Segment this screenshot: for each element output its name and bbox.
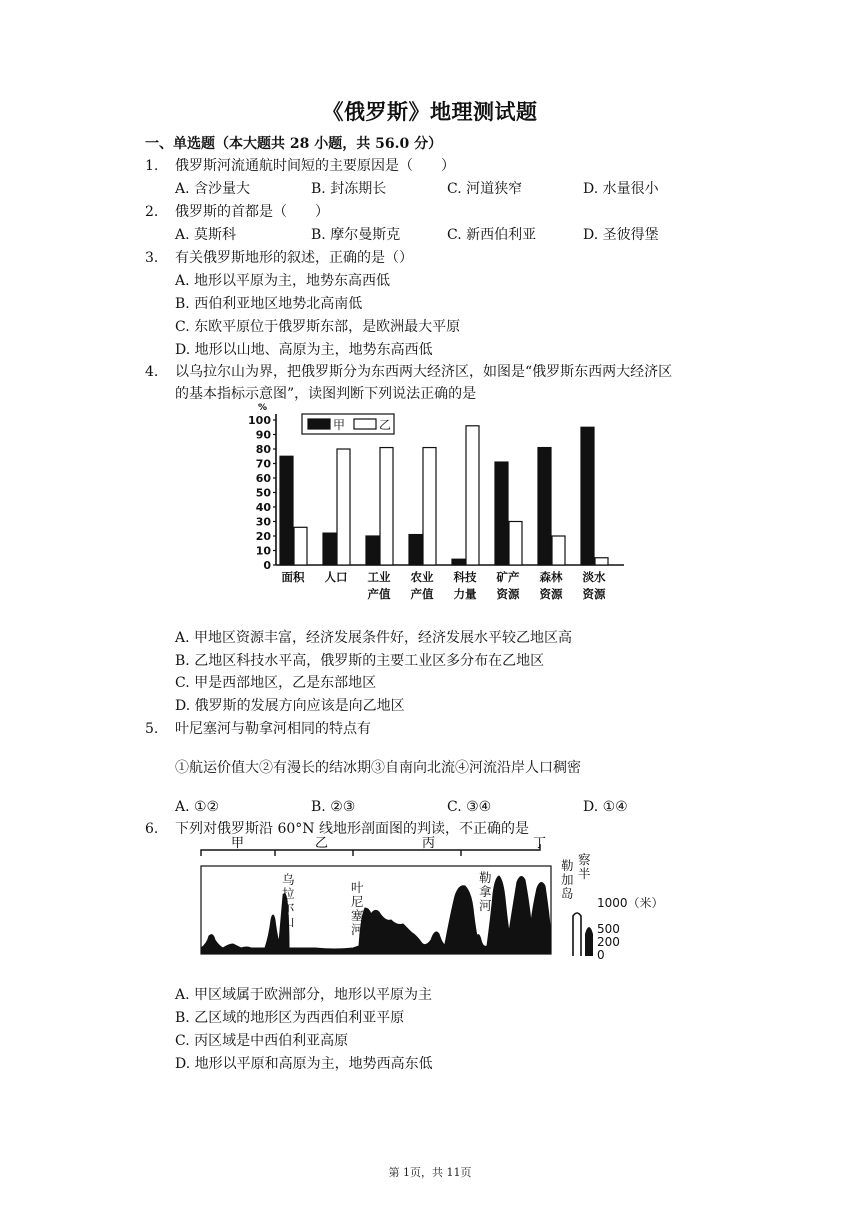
x-tick-label: 农业 (410, 570, 434, 584)
option-a: A. ①② (175, 799, 220, 815)
region-ding: 丁 (533, 836, 547, 851)
option-d: D. 地形以山地、高原为主，地势东高西低 (175, 342, 433, 358)
bar-chart (236, 398, 626, 610)
region-yi: 乙 (315, 836, 329, 851)
question-stem: 下列对俄罗斯沿 60°N 线地形剖面图的判读，不正确的是 (175, 821, 529, 837)
bar-jia (452, 559, 465, 565)
question-statements: ①航运价值大②有漫长的结冰期③自南向北流④河流沿岸人口稠密 (175, 760, 581, 776)
option-c: C. 丙区域是中西伯利亚高原 (175, 1033, 349, 1049)
y-tick-label: 0 (263, 559, 271, 572)
bar-yi (595, 558, 608, 565)
scale-500: 500 (597, 922, 620, 936)
legend-label: 甲 (333, 418, 346, 432)
terrain-silhouette (201, 876, 551, 954)
x-tick-label: 产值 (367, 587, 391, 601)
x-tick-label: 面积 (281, 570, 305, 584)
y-tick-label: 90 (255, 428, 271, 442)
bar-yi (423, 448, 436, 565)
x-tick-label: 产值 (410, 587, 434, 601)
region-bing: 丙 (422, 836, 436, 851)
legend-swatch (354, 419, 376, 429)
section-heading: 一、单选题（本大题共 28 小题，共 56.0 分） (145, 136, 443, 152)
question-stem: 以乌拉尔山为界，把俄罗斯分为东西两大经济区，如图是“俄罗斯东西两大经济区 (175, 364, 673, 380)
y-tick-label: 40 (255, 501, 271, 514)
bar-yi (466, 426, 479, 565)
option-d: D. 圣彼得堡 (583, 227, 659, 243)
bar-jia (280, 456, 293, 565)
option-d: D. 俄罗斯的发展方向应该是向乙地区 (175, 698, 405, 714)
option-c: C. 河道狭窄 (447, 181, 523, 197)
option-c: C. ③④ (447, 799, 492, 815)
bar-yi (294, 527, 307, 565)
y-tick-label: 20 (255, 530, 271, 543)
x-tick-label: 力量 (453, 587, 477, 601)
option-d: D. ①④ (583, 799, 628, 815)
question-number: 1. (145, 158, 159, 174)
region-jia: 甲 (231, 836, 245, 851)
scale-0: 0 (597, 948, 605, 962)
label-island: 勒加岛 (561, 858, 574, 901)
y-tick-label: 70 (255, 457, 271, 471)
option-a: A. 含沙量大 (175, 181, 251, 197)
question-stem-continued: 的基本指标示意图”，读图判断下列说法正确的是 (175, 386, 477, 402)
x-tick-label: 矿产 (496, 570, 520, 584)
option-c: C. 新西伯利亚 (447, 227, 537, 243)
option-b: B. 西伯利亚地区地势北高南低 (175, 296, 363, 312)
question-number: 2. (145, 204, 159, 220)
legend-label: 乙 (379, 418, 392, 432)
y-tick-label: 100 (248, 414, 271, 427)
x-tick-label: 资源 (582, 587, 606, 601)
x-tick-label: 资源 (539, 587, 563, 601)
x-tick-label: 人口 (324, 570, 348, 584)
legend-swatch (308, 419, 330, 429)
peninsula-shape (585, 927, 593, 956)
page-title: 《俄罗斯》地理测试题 (322, 99, 538, 124)
label-ural: 乌拉尔山 (282, 872, 295, 929)
bar-jia (538, 448, 551, 565)
y-unit-label: % (258, 403, 268, 413)
bar-yi (337, 449, 350, 565)
option-b: B. ②③ (311, 799, 356, 815)
option-a: A. 甲地区资源丰富，经济发展条件好，经济发展水平较乙地区高 (175, 630, 573, 646)
option-d: D. 地形以平原和高原为主，地势西高东低 (175, 1056, 433, 1072)
question-stem: 有关俄罗斯地形的叙述，正确的是（） (175, 250, 413, 266)
y-tick-label: 50 (255, 486, 271, 500)
bar-jia (366, 536, 379, 565)
peninsula-outline (573, 913, 581, 956)
option-a: A. 地形以平原为主，地势东高西低 (175, 273, 391, 289)
x-tick-label: 科技 (453, 570, 477, 584)
label-lena: 勒拿河 (479, 870, 492, 913)
x-tick-label: 资源 (496, 587, 520, 601)
question-stem: 俄罗斯河流通航时间短的主要原因是（ ） (175, 158, 455, 174)
option-c: C. 甲是西部地区，乙是东部地区 (175, 675, 377, 691)
question-number: 6. (145, 821, 159, 837)
question-number: 3. (145, 250, 159, 266)
option-c: C. 东欧平原位于俄罗斯东部，是欧洲最大平原 (175, 319, 461, 335)
question-stem: 叶尼塞河与勒拿河相同的特点有 (175, 721, 371, 737)
terrain-profile (195, 836, 675, 966)
option-b: B. 乙地区科技水平高，俄罗斯的主要工业区多分布在乙地区 (175, 653, 545, 669)
question-stem: 俄罗斯的首都是（ ） (175, 204, 329, 220)
option-b: B. 封冻期长 (311, 181, 387, 197)
question-number: 4. (145, 364, 159, 380)
question-number: 5. (145, 721, 159, 737)
label-yenisei: 叶尼塞河 (351, 880, 364, 937)
region-bracket (201, 844, 540, 856)
bar-jia (323, 533, 336, 565)
x-tick-label: 工业 (367, 570, 391, 584)
bar-jia (409, 535, 422, 565)
page-footer: 第 1页，共 11页 (388, 1166, 472, 1179)
bar-yi (509, 522, 522, 566)
option-d: D. 水量很小 (583, 181, 659, 197)
y-tick-label: 60 (255, 472, 271, 485)
bar-yi (380, 448, 393, 565)
label-peninsula: 察半 (578, 852, 591, 881)
x-tick-label: 森林 (539, 570, 563, 584)
x-tick-label: 淡水 (582, 570, 606, 584)
option-b: B. 摩尔曼斯克 (311, 227, 401, 243)
option-a: A. 莫斯科 (175, 227, 237, 243)
option-b: B. 乙区域的地形区为西西伯利亚平原 (175, 1010, 405, 1026)
bar-yi (552, 536, 565, 565)
y-tick-label: 30 (255, 515, 271, 529)
y-tick-label: 80 (255, 443, 271, 456)
option-a: A. 甲区域属于欧洲部分，地形以平原为主 (175, 987, 433, 1003)
bar-jia (495, 462, 508, 565)
bar-jia (581, 427, 594, 565)
scale-200: 200 (597, 935, 620, 949)
scale-1000: 1000（米） (597, 896, 664, 910)
y-tick-label: 10 (255, 544, 271, 558)
